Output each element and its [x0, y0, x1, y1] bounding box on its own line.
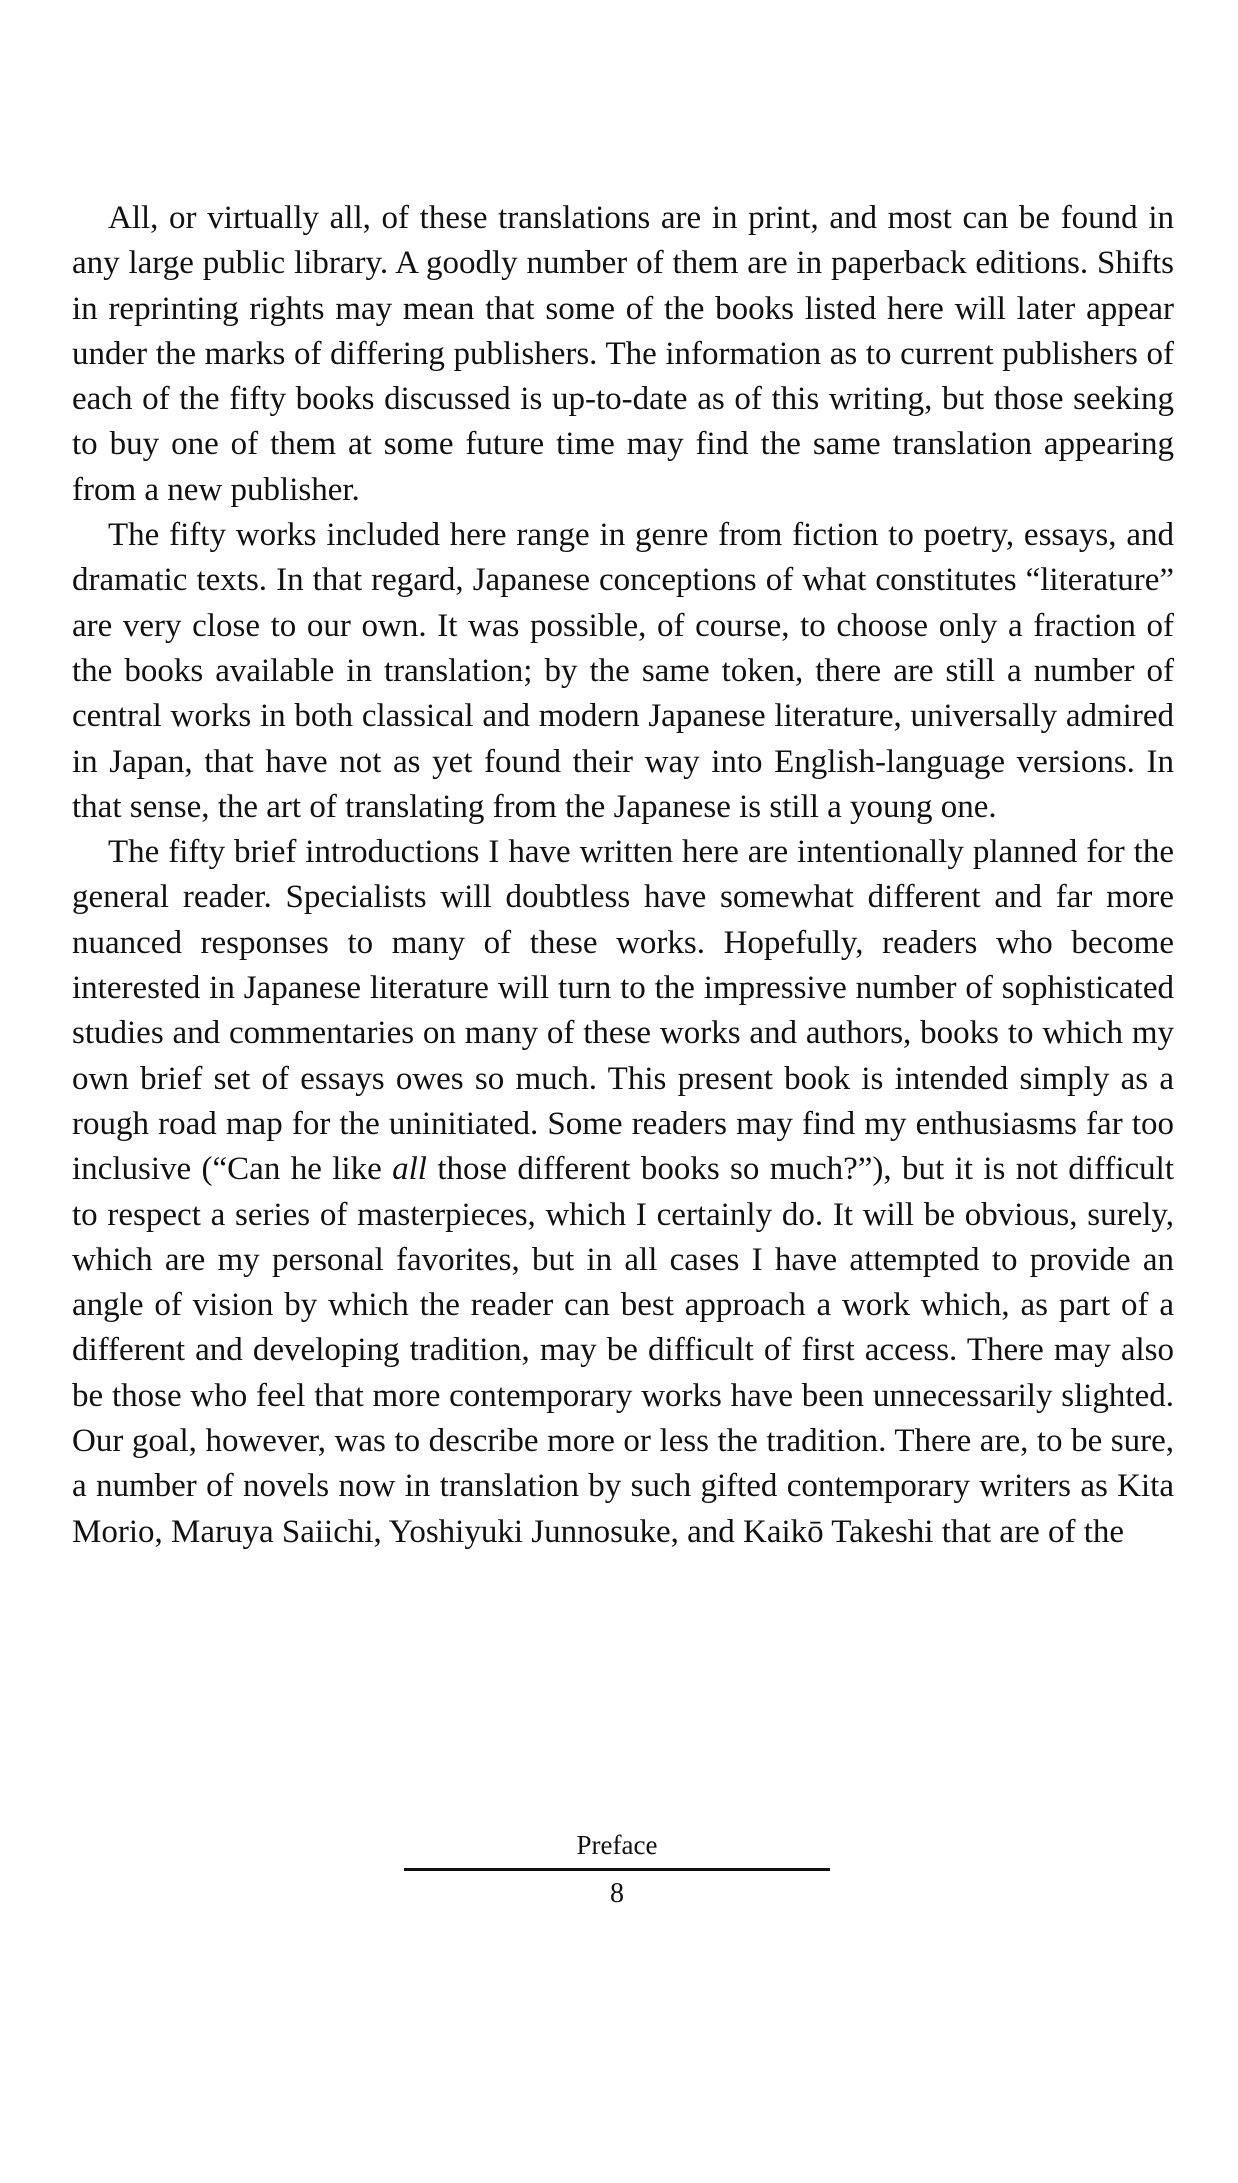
footer-rule: [404, 1868, 830, 1871]
running-title: Preface: [576, 1830, 658, 1860]
page-number: 8: [610, 1878, 624, 1909]
paragraph-text-after: those different books so much?”), but it is not difficult to respect a series of masterpieces, which I certainly do. It will be obvious, surely, which are my personal favorites, but in all cases I have attempted to provide an angle of vision by which the reader can best approach a work which, as part of a different and developing tradition, may be difficult of first access. There may also be those who feel that more contemporary works have been unnecessarily slighted. Our goal, however, was to describe more or less the tradition. There are, to be sure, a number of novels now in translation by such gifted contemporary writers as Kita Morio, Maruya Saiichi, Yoshiyuki Junnosuke, and Kaikō Takeshi that are of the: [72, 1151, 1174, 1550]
paragraph-translations-in-print: All, or virtually all, of these translations are in print, and most can be found in any large public library. A goodly number of them are in paperback editions. Shifts in reprinting rights may mean that some of the books listed here will later appear under the marks of differing publishers. The information as to current publishers of each of the fifty books discussed is up-to-date as of this writing, but those seeking to buy one of them at some future time may find the same translation appearing from a new publisher.: [72, 200, 1174, 508]
paragraph-brief-introductions: [72, 830, 1174, 1555]
emphasized-word: all: [392, 1151, 427, 1188]
body-text: [72, 196, 1174, 1555]
page-footer: [404, 1828, 830, 1911]
paragraph-fifty-works: The fifty works included here range in genre from fiction to poetry, essays, and dramatic texts. In that regard, Japanese conceptions of what constitutes “literature” are very close to our own. It was possible, of course, to choose only a fraction of the books available in translation; by the same token, there are still a number of central works in both classical and modern Japanese literature, universally admired in Japan, that have not as yet found their way into English-language versions. In that sense, the art of translating from the Japanese is still a young one.: [72, 517, 1174, 825]
paragraph-text-before: The fifty brief introductions I have written here are intentionally planned for the general reader. Specialists will doubtless have somewhat different and far more nuanced responses to many of these works. Hopefully, readers who become interested in Japanese literature will turn to the impressive number of sophisticated studies and commentaries on many of these works and authors, books to which my own brief set of essays owes so much. This present book is intended simply as a rough road map for the uninitiated. Some readers may find my enthusiasms far too inclusive (“Can he like: [72, 834, 1174, 1188]
